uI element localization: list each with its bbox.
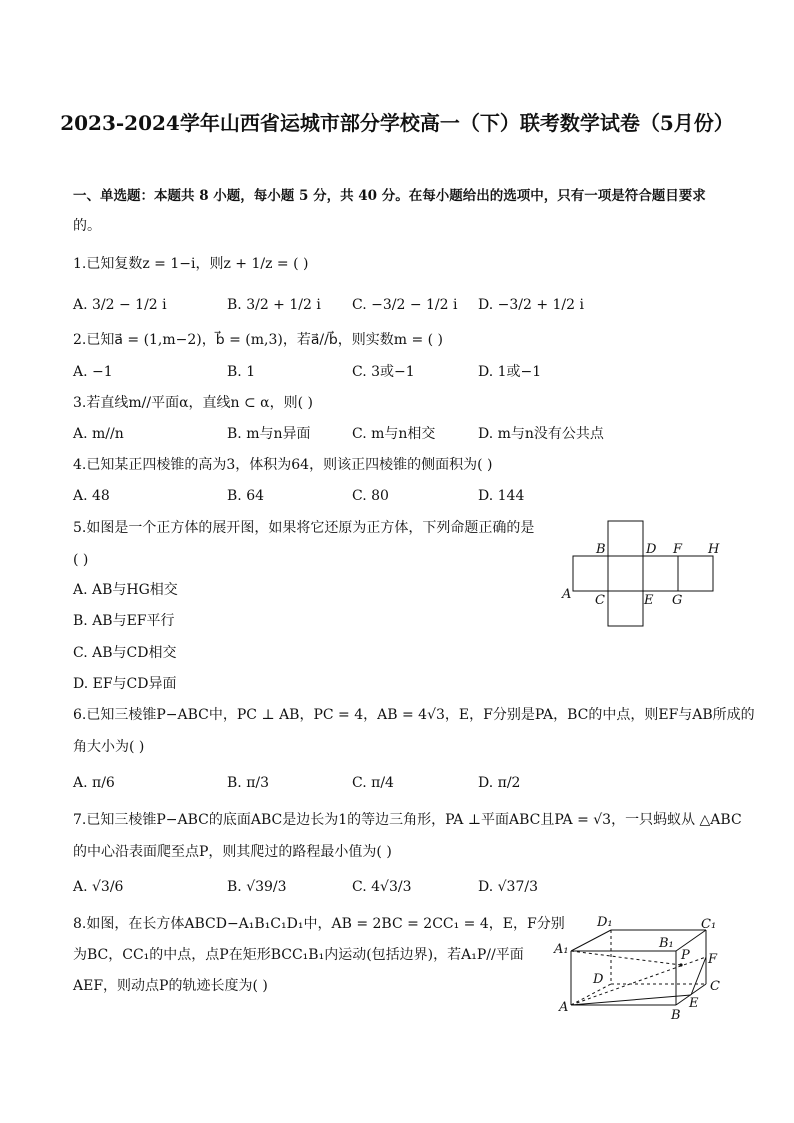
net-label-g: G (672, 593, 683, 608)
q4-option-a: A. 48 (73, 488, 110, 504)
q2-option-a: A. −1 (73, 364, 113, 380)
question-4-stem: 4.已知某正四棱锥的高为3，体积为64，则该正四棱锥的侧面积为( ) (73, 457, 493, 473)
cuboid-label-b: B (671, 1008, 681, 1023)
cuboid-label-c1: C₁ (701, 917, 717, 932)
cube-net-figure (558, 517, 728, 632)
q7-option-c: C. 4√3/3 (352, 879, 412, 895)
cuboid-label-b1: B₁ (659, 936, 674, 951)
q5-option-c: C. AB与CD相交 (73, 645, 177, 661)
q7-option-a: A. √3/6 (73, 879, 124, 895)
section-heading-cont: 的。 (73, 218, 101, 234)
q2-option-b: B. 1 (227, 364, 256, 380)
section-heading: 一、单选题：本题共 8 小题，每小题 5 分，共 40 分。在每小题给出的选项中，只有一项是符合题目要求 (73, 188, 706, 204)
q6-option-a: A. π/6 (73, 775, 115, 791)
q7-option-d: D. √37/3 (478, 879, 538, 895)
question-6-stem-cont: 角大小为( ) (73, 739, 145, 755)
q3-option-b: B. m与n异面 (227, 426, 311, 442)
cuboid-label-d1: D₁ (597, 915, 613, 930)
point-p-marker (679, 963, 682, 966)
q6-option-c: C. π/4 (352, 775, 394, 791)
question-8-stem-cont-2: AEF，则动点P的轨迹长度为( ) (73, 978, 268, 994)
page-title: 2023-2024学年山西省运城市部分学校高一（下）联考数学试卷（5月份） (60, 111, 734, 135)
cuboid-label-e: E (689, 996, 699, 1011)
q3-option-d: D. m与n没有公共点 (478, 426, 604, 442)
net-label-h: H (708, 542, 720, 557)
q1-option-a: A. 3/2 − 1/2 i (73, 297, 167, 313)
q6-option-b: B. π/3 (227, 775, 270, 791)
q5-option-d: D. EF与CD异面 (73, 676, 177, 692)
cuboid-label-f: F (708, 952, 718, 967)
question-7-stem: 7.已知三棱锥P−ABC的底面ABC是边长为1的等边三角形，PA ⊥平面ABC且PA = √3，一只蚂蚁从 △ABC (73, 812, 742, 828)
q5-option-b: B. AB与EF平行 (73, 613, 175, 629)
q2-option-d: D. 1或−1 (478, 364, 542, 380)
cuboid-label-c: C (710, 979, 720, 994)
q4-option-d: D. 144 (478, 488, 525, 504)
cuboid-label-a1: A₁ (554, 942, 569, 957)
net-label-a: A (562, 587, 572, 602)
q1-option-c: C. −3/2 − 1/2 i (352, 297, 458, 313)
question-6-stem: 6.已知三棱锥P−ABC中，PC ⊥ AB，PC = 4，AB = 4√3，E，F分别是PA，BC的中点，则EF与AB所成的 (73, 707, 755, 723)
q2-option-c: C. 3或−1 (352, 364, 415, 380)
question-5-stem: 5.如图是一个正方体的展开图，如果将它还原为正方体，下列命题正确的是 (73, 520, 535, 536)
cuboid-figure (553, 913, 728, 1023)
cuboid-label-p: P (681, 948, 690, 963)
question-2-stem: 2.已知a⃗ = (1,m−2)，b⃗ = (m,3)，若a⃗//b⃗，则实数m = ( ) (73, 332, 444, 348)
question-8-stem-cont: 为BC，CC₁的中点，点P在矩形BCC₁B₁内运动(包括边界)，若A₁P//平面 (73, 947, 524, 963)
question-8-stem: 8.如图，在长方体ABCD−A₁B₁C₁D₁中，AB = 2BC = 2CC₁ = 4，E，F分别 (73, 916, 565, 932)
q6-option-d: D. π/2 (478, 775, 521, 791)
q1-option-b: B. 3/2 + 1/2 i (227, 297, 321, 313)
question-3-stem: 3.若直线m//平面α，直线n ⊂ α，则( ) (73, 395, 313, 411)
net-label-b: B (596, 542, 606, 557)
net-label-e: E (644, 593, 654, 608)
net-label-d: D (646, 542, 657, 557)
q5-option-a: A. AB与HG相交 (73, 582, 178, 598)
net-label-c: C (595, 593, 605, 608)
q4-option-c: C. 80 (352, 488, 389, 504)
cuboid-label-d: D (593, 972, 604, 987)
q7-option-b: B. √39/3 (227, 879, 287, 895)
net-label-f: F (673, 542, 683, 557)
question-1-stem: 1.已知复数z = 1−i，则z + 1/z = ( ) (73, 256, 309, 272)
question-7-stem-cont: 的中心沿表面爬至点P，则其爬过的路程最小值为( ) (73, 844, 392, 860)
q1-option-d: D. −3/2 + 1/2 i (478, 297, 584, 313)
question-5-stem-cont: ( ) (73, 552, 89, 568)
q4-option-b: B. 64 (227, 488, 265, 504)
cuboid-label-a: A (559, 1000, 569, 1015)
q3-option-a: A. m//n (73, 426, 124, 442)
q3-option-c: C. m与n相交 (352, 426, 436, 442)
